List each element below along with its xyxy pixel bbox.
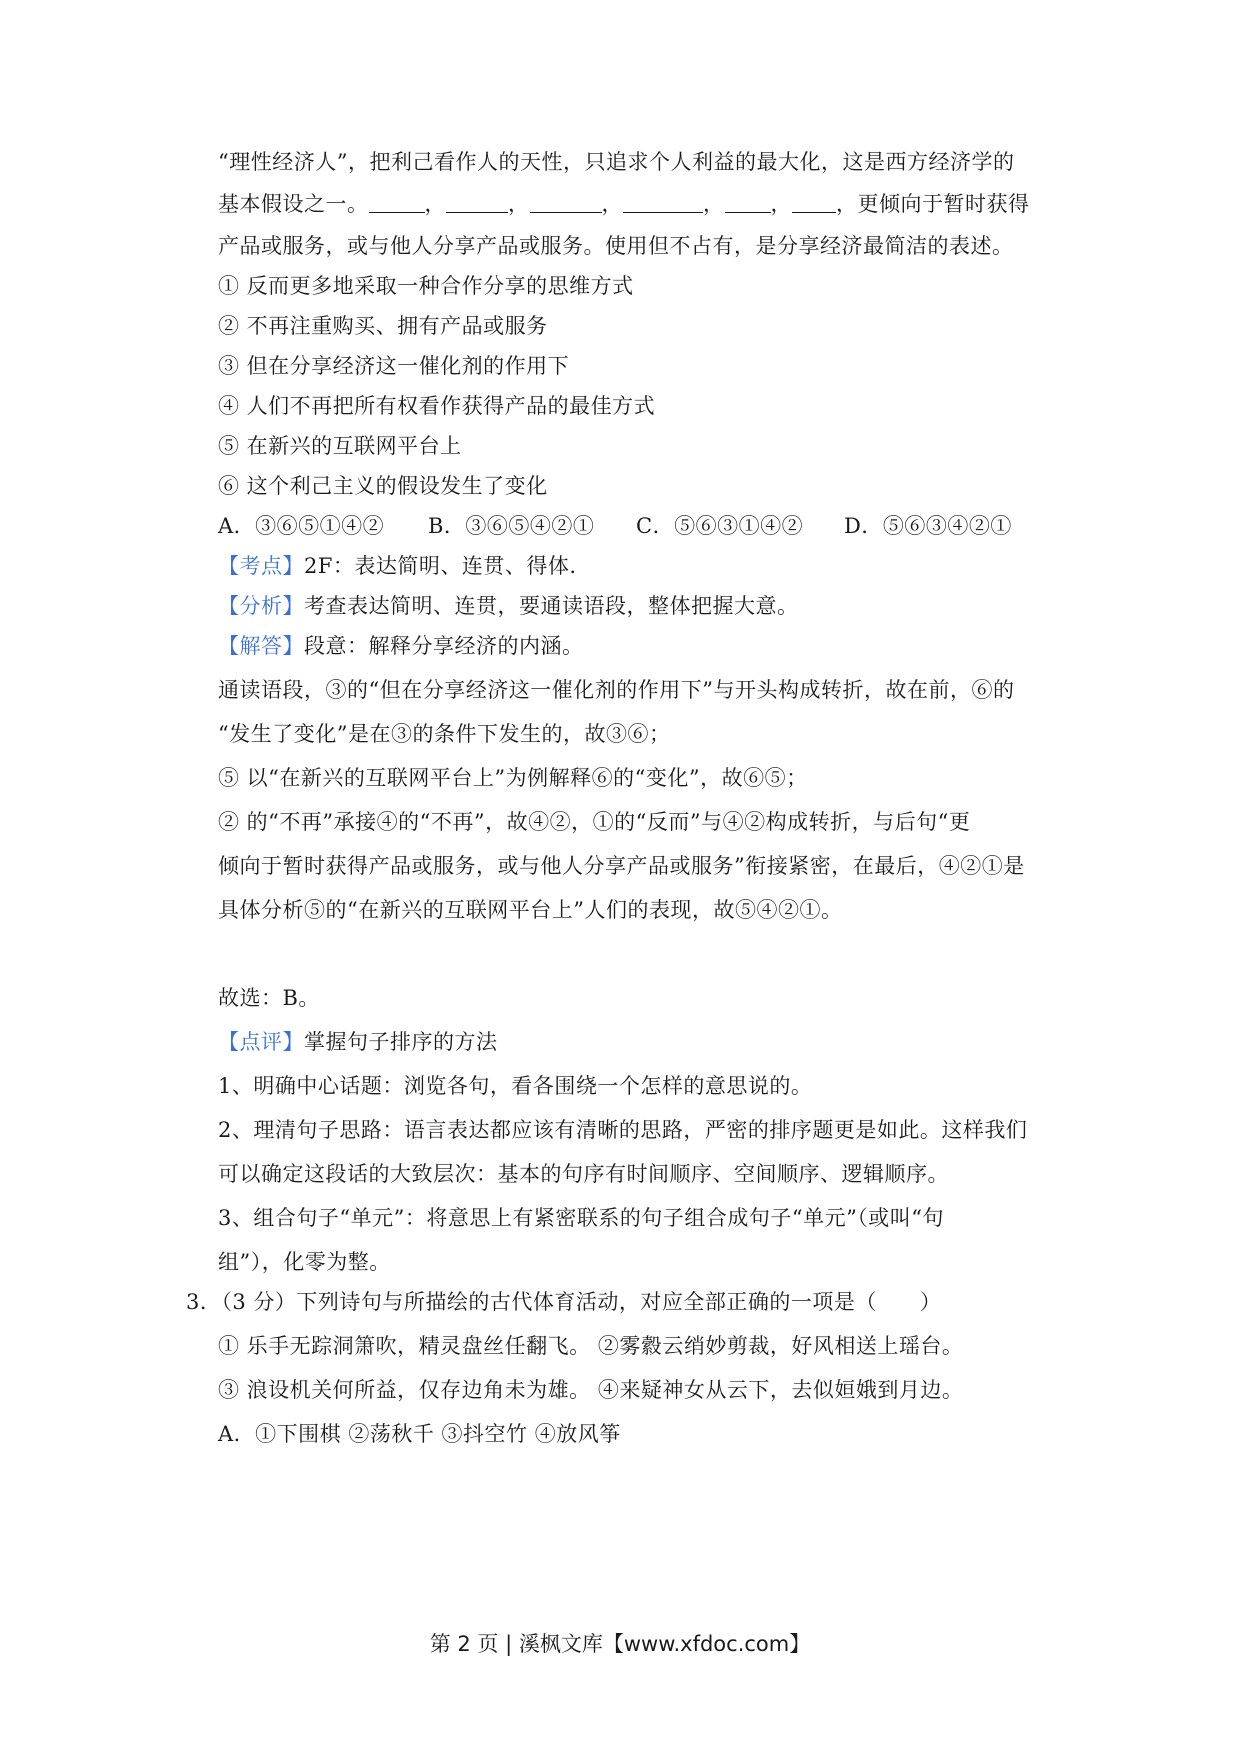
- sentence-item: ① 反而更多地采取一种合作分享的思维方式: [218, 274, 634, 298]
- option-a[interactable]: A．③⑥⑤①④②: [218, 514, 385, 538]
- sentence-item: ⑥ 这个利己主义的假设发生了变化: [218, 474, 548, 498]
- question-3-stem: 3．（3 分）下列诗句与所描绘的古代体育活动，对应全部正确的一项是（ ）: [186, 1290, 942, 1314]
- kaodian-tag: 【考点】: [218, 554, 304, 578]
- analysis-line: ⑤ 以“在新兴的互联网平台上”为例解释⑥的“变化”，故⑥⑤；: [218, 766, 808, 790]
- analysis-line: 通读语段，③的“但在分享经济这一催化剂的作用下”与开头构成转折，故在前，⑥的: [218, 678, 1015, 702]
- dianping-tag: 【点评】: [218, 1030, 304, 1054]
- answer-blank[interactable]: [792, 192, 836, 213]
- answer-blank[interactable]: [446, 192, 508, 213]
- answer-blank[interactable]: [369, 192, 425, 213]
- dianping-line: 【点评】掌握句子排序的方法: [218, 1030, 498, 1054]
- option-b[interactable]: B．③⑥⑤④②①: [428, 514, 595, 538]
- question-number: 3．: [186, 1290, 222, 1314]
- analysis-line: ② 的“不再”承接④的“不再”，故④②，①的“反而”与④②构成转折，与后句“更: [218, 810, 971, 834]
- answer-blank[interactable]: [623, 192, 703, 213]
- fenxi-tag: 【分析】: [218, 594, 304, 618]
- jieda-tag: 【解答】: [218, 634, 304, 658]
- option-d[interactable]: D．⑤⑥③④②①: [844, 514, 1012, 538]
- comment-line: 2、理清句子思路：语言表达都应该有清晰的思路，严密的排序题更是如此。这样我们: [218, 1118, 1028, 1142]
- analysis-line: “发生了变化”是在③的条件下发生的，故③⑥；: [218, 722, 671, 746]
- sentence-item: ③ 但在分享经济这一催化剂的作用下: [218, 354, 570, 378]
- answer-blank[interactable]: [530, 192, 602, 213]
- page-footer: 第 2 页 | 溪枫文库【www.xfdoc.com】: [429, 1632, 811, 1656]
- passage-line: 产品或服务，或与他人分享产品或服务。使用但不占有，是分享经济最简洁的表述。: [218, 234, 1014, 258]
- comment-line: 组”），化零为整。: [218, 1250, 391, 1274]
- analysis-line: 具体分析⑤的“在新兴的互联网平台上”人们的表现，故⑤④②①。: [218, 898, 843, 922]
- comment-line: 1、明确中心话题：浏览各句，看各围绕一个怎样的意思说的。: [218, 1074, 813, 1098]
- question-3-line: ③ 浪设机关何所益，仅存边角未为雄。 ④来疑神女从云下，去似姮娥到月边。: [218, 1378, 964, 1402]
- question-3-line: ① 乐手无踪洞箫吹，精灵盘丝任翻飞。 ②雾縠云绡妙剪裁，好风相送上瑶台。: [218, 1334, 964, 1358]
- answer-choice: 故选：B。: [218, 986, 320, 1010]
- question-3-option-a[interactable]: A．①下围棋 ②荡秋千 ③抖空竹 ④放风筝: [218, 1422, 621, 1446]
- sentence-item: ④ 人们不再把所有权看作获得产品的最佳方式: [218, 394, 656, 418]
- option-c[interactable]: C．⑤⑥③①④②: [636, 514, 804, 538]
- jieda-line: 【解答】段意：解释分享经济的内涵。: [218, 634, 584, 658]
- answer-blank[interactable]: [725, 192, 771, 213]
- passage-line-with-blanks: 基本假设之一。 ， ， ， ， ， ，更倾向于暂时获得: [218, 192, 1030, 216]
- analysis-line: 倾向于暂时获得产品或服务，或与他人分享产品或服务”衔接紧密，在最后，④②①是: [218, 854, 1025, 878]
- comment-line: 3、组合句子“单元”：将意思上有紧密联系的句子组合成句子“单元”（或叫“句: [218, 1206, 945, 1230]
- answer-options: [218, 512, 1012, 540]
- sentence-item: ② 不再注重购买、拥有产品或服务: [218, 314, 548, 338]
- sentence-item: ⑤ 在新兴的互联网平台上: [218, 434, 462, 458]
- kaodian-line: 【考点】2F：表达简明、连贯、得体.: [218, 554, 577, 578]
- fenxi-line: 【分析】考查表达简明、连贯，要通读语段，整体把握大意。: [218, 594, 799, 618]
- comment-line: 可以确定这段话的大致层次：基本的句序有时间顺序、空间顺序、逻辑顺序。: [218, 1162, 949, 1186]
- passage-line: “理性经济人”，把利己看作人的天性，只追求个人利益的最大化，这是西方经济学的: [218, 150, 1015, 174]
